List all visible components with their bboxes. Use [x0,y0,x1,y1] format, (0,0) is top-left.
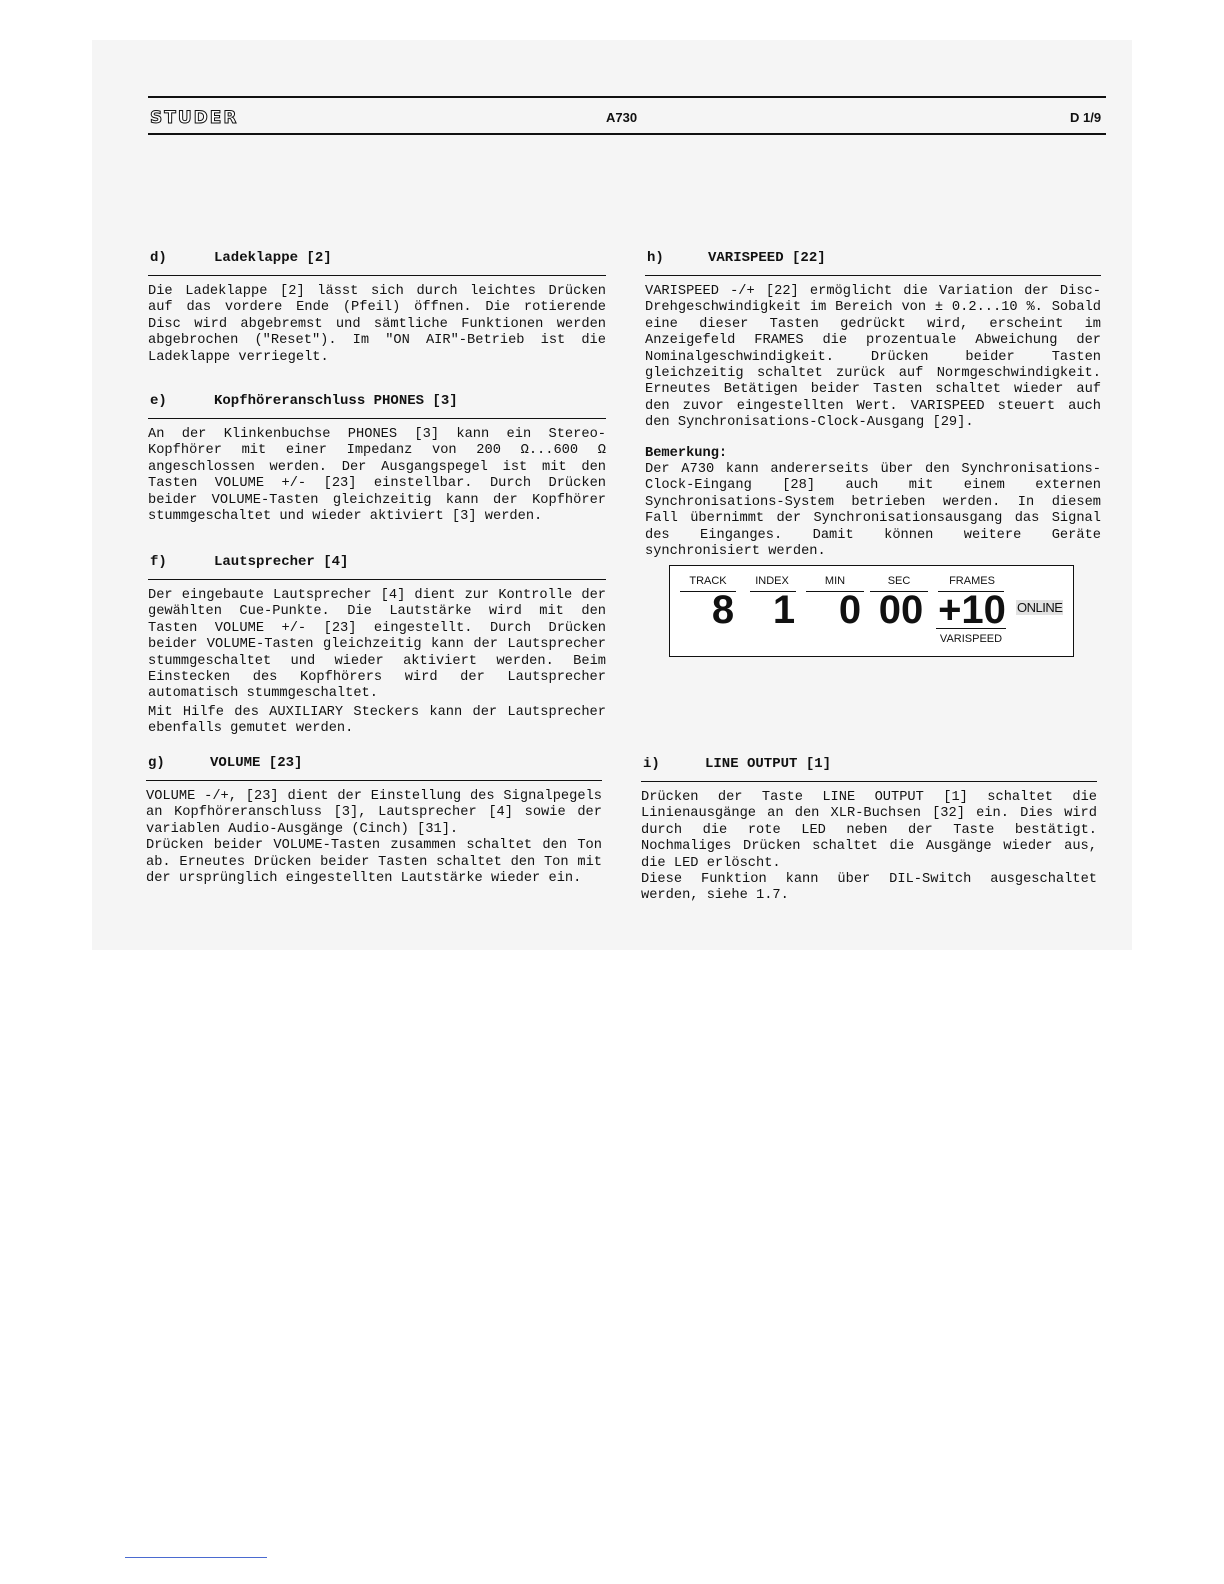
section-rule [148,579,606,580]
min-value: 0 [838,588,862,632]
header-rule-top [148,96,1106,98]
section-kopfhoereranschluss [148,393,606,525]
model-name: A730 [606,110,638,125]
section-body: Drücken der Taste LINE OUTPUT [1] schaltet die Linienausgänge an den XLR-Buchsen [32] ein. Dies wird durch die rote LED neben der Taste bestätigt. Nochmaliges Drücken schaltet die Ausgänge wieder aus, die LED erlöscht. [641,790,1097,871]
section-rule [645,275,1101,276]
section-body-extra: Mit Hilfe des AUXILIARY Steckers kann der Lautsprecher ebenfalls gemutet werden. [148,704,606,737]
section-body: An der Klinkenbuchse PHONES [3] kann ein Stereo-Kopfhörer mit einer Impedanz von 200 Ω...600 Ω angeschlossen werden. Der Ausgangspegel ist mit den Tasten VOLUME +/- [23] einstellbar. Durch Drücken beider VOLUME-Tasten gleichzeitig kann der Kopfhörer stummgeschaltet und wieder aktiviert [3] werden. [148,427,606,525]
varispeed-underline [936,628,1006,629]
section-letter: d) [150,250,167,266]
section-letter: e) [150,393,167,409]
page-number: D 1/9 [1070,110,1102,125]
section-title: LINE OUTPUT [1] [705,756,832,772]
counter-display [669,565,1074,657]
note-body: Der A730 kann andererseits über den Synchronisations-Clock-Eingang [28] auch mit einem externen Synchronisations-System betrieben werden. In diesem Fall übernimmt der Synchronisationsausgang das Signal des Einganges. Damit können weitere Geräte synchronisiert werden. [645,462,1101,560]
varispeed-indicator: VARISPEED [939,633,1003,645]
section-body: Der eingebaute Lautsprecher [4] dient zur Kontrolle der gewählten Cue-Punkte. Die Lautstärke wird mit den Tasten VOLUME +/- [23] eingestellt. Durch Drücken beider VOLUME-Tasten gleichzeitig kann der Lautsprecher stummgeschaltet und wieder aktiviert werden. Beim Einstecken des Kopfhörers wird der Lautsprecher automatisch stummgeschaltet. [148,588,606,702]
section-title: Ladeklappe [2] [214,250,332,266]
label-sec: SEC [887,575,911,587]
brand-logo: STUDER [150,108,239,128]
section-lautsprecher [148,554,606,738]
section-rule [148,275,606,276]
sec-value: 00 [878,588,924,632]
label-index: INDEX [755,575,789,587]
section-title: Lautsprecher [4] [214,554,349,570]
section-title: VOLUME [23] [210,755,303,771]
section-ladeklappe [148,250,606,366]
label-track: TRACK [689,575,727,587]
section-body: VOLUME -/+, [23] dient der Einstellung des Signalpegels an Kopfhöreranschluss [3], Lautsprecher [4] sowie der variablen Audio-Ausgänge (Cinch) [31]. [146,789,602,837]
section-volume [146,755,602,887]
section-letter: f) [150,554,167,570]
section-body-extra: Drücken beider VOLUME-Tasten zusammen schaltet den Ton ab. Erneutes Drücken beider Tasten schaltet den Ton mit der ursprünglich eingestellten Lautstärke wieder ein. [146,838,602,887]
note-heading: Bemerkung: [645,445,728,461]
index-value: 1 [772,588,796,632]
section-letter: i) [643,756,660,772]
footnote-rule [125,1557,267,1558]
label-min: MIN [824,575,846,587]
track-value: 8 [711,588,735,632]
section-line-output [641,756,1097,905]
section-body: Die Ladeklappe [2] lässt sich durch leichtes Drücken auf das vordere Ende (Pfeil) öffnen. Die rotierende Disc wird abgebremst und sämtliche Funktionen werden abgebrochen ("Reset"). Im "ON AIR"-Betrieb ist die Ladeklappe verriegelt. [148,284,606,365]
section-rule [148,418,606,419]
section-letter: g) [148,755,165,771]
section-letter: h) [647,250,664,266]
section-title: VARISPEED [22] [708,250,826,266]
label-frames: FRAMES [949,575,995,587]
header-rule-bottom [148,133,1106,135]
section-title: Kopfhöreranschluss PHONES [3] [214,393,458,409]
section-rule [146,780,602,781]
section-body: VARISPEED -/+ [22] ermöglicht die Variation der Disc-Drehgeschwindigkeit im Bereich von ± 0.2...10 %. Sobald eine dieser Tasten gedrückt wird, erscheint im Anzeigefeld FRAMES die prozentuale Abweichung der Nominalgeschwindigkeit. Drücken beider Tasten gleichzeitig schaltet zurück auf Normgeschwindigkeit. Erneutes Betätigen beider Tasten schaltet wieder auf den zuvor eingestellten Wert. VARISPEED steuert auch den Synchronisations-Clock-Ausgang [29]. [645,284,1101,431]
section-varispeed [645,250,1101,561]
frames-value: +10 [938,588,1006,632]
online-indicator: ONLINE [1017,600,1063,615]
section-rule [641,781,1097,782]
section-body-extra: Diese Funktion kann über DIL-Switch ausgeschaltet werden, siehe 1.7. [641,872,1097,904]
